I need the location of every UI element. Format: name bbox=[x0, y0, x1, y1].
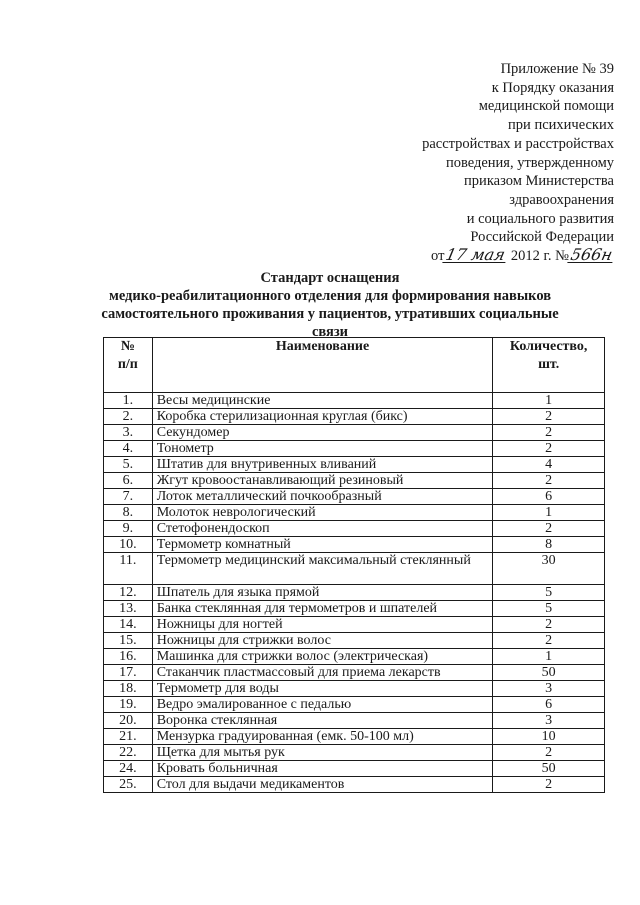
item-name: Ножницы для ногтей bbox=[152, 617, 493, 633]
item-quantity: 2 bbox=[493, 745, 605, 761]
title-line: самостоятельного проживания у пациентов, утративших социальные bbox=[101, 306, 559, 322]
document-title bbox=[60, 269, 600, 341]
item-name: Воронка стеклянная bbox=[152, 713, 493, 729]
row-number: 10. bbox=[104, 537, 153, 553]
item-name: Банка стеклянная для термометров и шпателей bbox=[152, 601, 493, 617]
appendix-line: Российской Федерации bbox=[470, 229, 614, 246]
table-row bbox=[104, 601, 605, 617]
equipment-table bbox=[103, 337, 605, 793]
header-number: № п/п bbox=[104, 338, 153, 393]
row-number: 14. bbox=[104, 617, 153, 633]
item-name: Молоток неврологический bbox=[152, 505, 493, 521]
row-number: 1. bbox=[104, 393, 153, 409]
item-quantity: 3 bbox=[493, 681, 605, 697]
table-row bbox=[104, 729, 605, 745]
item-name: Лоток металлический почкообразный bbox=[152, 489, 493, 505]
title-line: медико-реабилитационного отделения для формирования навыков bbox=[108, 288, 552, 304]
appendix-line: при психических bbox=[508, 117, 614, 134]
row-number: 25. bbox=[104, 777, 153, 793]
item-quantity: 2 bbox=[493, 441, 605, 457]
table-row bbox=[104, 489, 605, 505]
row-number: 8. bbox=[104, 505, 153, 521]
row-number: 7. bbox=[104, 489, 153, 505]
item-quantity: 5 bbox=[493, 601, 605, 617]
header-quantity: Количество, шт. bbox=[493, 338, 605, 393]
table-row bbox=[104, 633, 605, 649]
item-quantity: 30 bbox=[493, 553, 605, 585]
item-quantity: 2 bbox=[493, 425, 605, 441]
item-name: Щетка для мытья рук bbox=[152, 745, 493, 761]
item-quantity: 50 bbox=[493, 665, 605, 681]
row-number: 17. bbox=[104, 665, 153, 681]
row-number: 18. bbox=[104, 681, 153, 697]
table-row bbox=[104, 457, 605, 473]
appendix-line: к Порядку оказания bbox=[491, 79, 614, 96]
item-quantity: 2 bbox=[493, 521, 605, 537]
table-row bbox=[104, 761, 605, 777]
table-row bbox=[104, 585, 605, 601]
row-number: 15. bbox=[104, 633, 153, 649]
appendix-block bbox=[354, 60, 614, 266]
table-row bbox=[104, 409, 605, 425]
item-quantity: 8 bbox=[493, 537, 605, 553]
item-quantity: 2 bbox=[493, 409, 605, 425]
row-number: 20. bbox=[104, 713, 153, 729]
table-row bbox=[104, 553, 605, 585]
table-body bbox=[104, 393, 605, 793]
item-name: Термометр для воды bbox=[152, 681, 493, 697]
title-line: Стандарт оснащения bbox=[260, 270, 400, 286]
item-name: Машинка для стрижки волос (электрическая) bbox=[152, 649, 493, 665]
item-quantity: 2 bbox=[493, 617, 605, 633]
table-row bbox=[104, 537, 605, 553]
item-name: Шпатель для языка прямой bbox=[152, 585, 493, 601]
row-number: 22. bbox=[104, 745, 153, 761]
item-quantity: 1 bbox=[493, 649, 605, 665]
item-name: Термометр комнатный bbox=[152, 537, 493, 553]
row-number: 6. bbox=[104, 473, 153, 489]
table-row bbox=[104, 777, 605, 793]
appendix-line: медицинской помощи bbox=[478, 98, 614, 115]
order-prefix: от bbox=[431, 248, 445, 265]
title-line: связи bbox=[311, 324, 349, 340]
item-quantity: 1 bbox=[493, 393, 605, 409]
item-quantity: 2 bbox=[493, 473, 605, 489]
item-name: Штатив для внутривенных вливаний bbox=[152, 457, 493, 473]
item-name: Стетофонендоскоп bbox=[152, 521, 493, 537]
item-name: Ведро эмалированное с педалью bbox=[152, 697, 493, 713]
item-quantity: 50 bbox=[493, 761, 605, 777]
table-row bbox=[104, 697, 605, 713]
order-year: 2012 г. № bbox=[510, 248, 569, 265]
item-quantity: 1 bbox=[493, 505, 605, 521]
item-name: Кровать больничная bbox=[152, 761, 493, 777]
item-name: Коробка стерилизационная круглая (бикс) bbox=[152, 409, 493, 425]
appendix-line: и социального развития bbox=[466, 210, 614, 227]
appendix-line: приказом Министерства bbox=[464, 173, 614, 190]
table-row bbox=[104, 441, 605, 457]
item-quantity: 6 bbox=[493, 489, 605, 505]
row-number: 4. bbox=[104, 441, 153, 457]
item-name: Стаканчик пластмассовый для приема лекарств bbox=[152, 665, 493, 681]
order-date-line bbox=[354, 247, 614, 266]
appendix-line: Приложение № 39 bbox=[500, 61, 614, 77]
row-number: 19. bbox=[104, 697, 153, 713]
item-name: Стол для выдачи медикаментов bbox=[152, 777, 493, 793]
appendix-line: здравоохранения bbox=[509, 191, 614, 208]
item-name: Тонометр bbox=[152, 441, 493, 457]
table-row bbox=[104, 665, 605, 681]
item-quantity: 5 bbox=[493, 585, 605, 601]
table-row bbox=[104, 617, 605, 633]
row-number: 2. bbox=[104, 409, 153, 425]
item-quantity: 3 bbox=[493, 713, 605, 729]
handwritten-date: 17 мая bbox=[444, 245, 508, 265]
row-number: 11. bbox=[104, 553, 153, 585]
table-row bbox=[104, 505, 605, 521]
row-number: 9. bbox=[104, 521, 153, 537]
row-number: 21. bbox=[104, 729, 153, 745]
table-row bbox=[104, 649, 605, 665]
item-quantity: 2 bbox=[493, 633, 605, 649]
item-quantity: 4 bbox=[493, 457, 605, 473]
item-name: Ножницы для стрижки волос bbox=[152, 633, 493, 649]
row-number: 5. bbox=[104, 457, 153, 473]
row-number: 16. bbox=[104, 649, 153, 665]
row-number: 3. bbox=[104, 425, 153, 441]
item-quantity: 6 bbox=[493, 697, 605, 713]
table-row bbox=[104, 521, 605, 537]
table-row bbox=[104, 393, 605, 409]
item-name: Весы медицинские bbox=[152, 393, 493, 409]
row-number: 13. bbox=[104, 601, 153, 617]
table-row bbox=[104, 681, 605, 697]
item-quantity: 10 bbox=[493, 729, 605, 745]
table-row bbox=[104, 745, 605, 761]
item-name: Мензурка градуированная (емк. 50-100 мл) bbox=[152, 729, 493, 745]
item-quantity: 2 bbox=[493, 777, 605, 793]
table-header-row bbox=[104, 338, 605, 393]
row-number: 24. bbox=[104, 761, 153, 777]
row-number: 12. bbox=[104, 585, 153, 601]
header-name: Наименование bbox=[152, 338, 493, 393]
item-name: Термометр медицинский максимальный стеклянный bbox=[152, 553, 493, 585]
table-row bbox=[104, 713, 605, 729]
item-name: Жгут кровоостанавливающий резиновый bbox=[152, 473, 493, 489]
table-row bbox=[104, 425, 605, 441]
table-row bbox=[104, 473, 605, 489]
appendix-line: расстройствах и расстройствах bbox=[422, 135, 614, 152]
appendix-line: поведения, утвержденному bbox=[445, 154, 614, 171]
item-name: Секундомер bbox=[152, 425, 493, 441]
handwritten-order-number: 566н bbox=[569, 245, 615, 265]
